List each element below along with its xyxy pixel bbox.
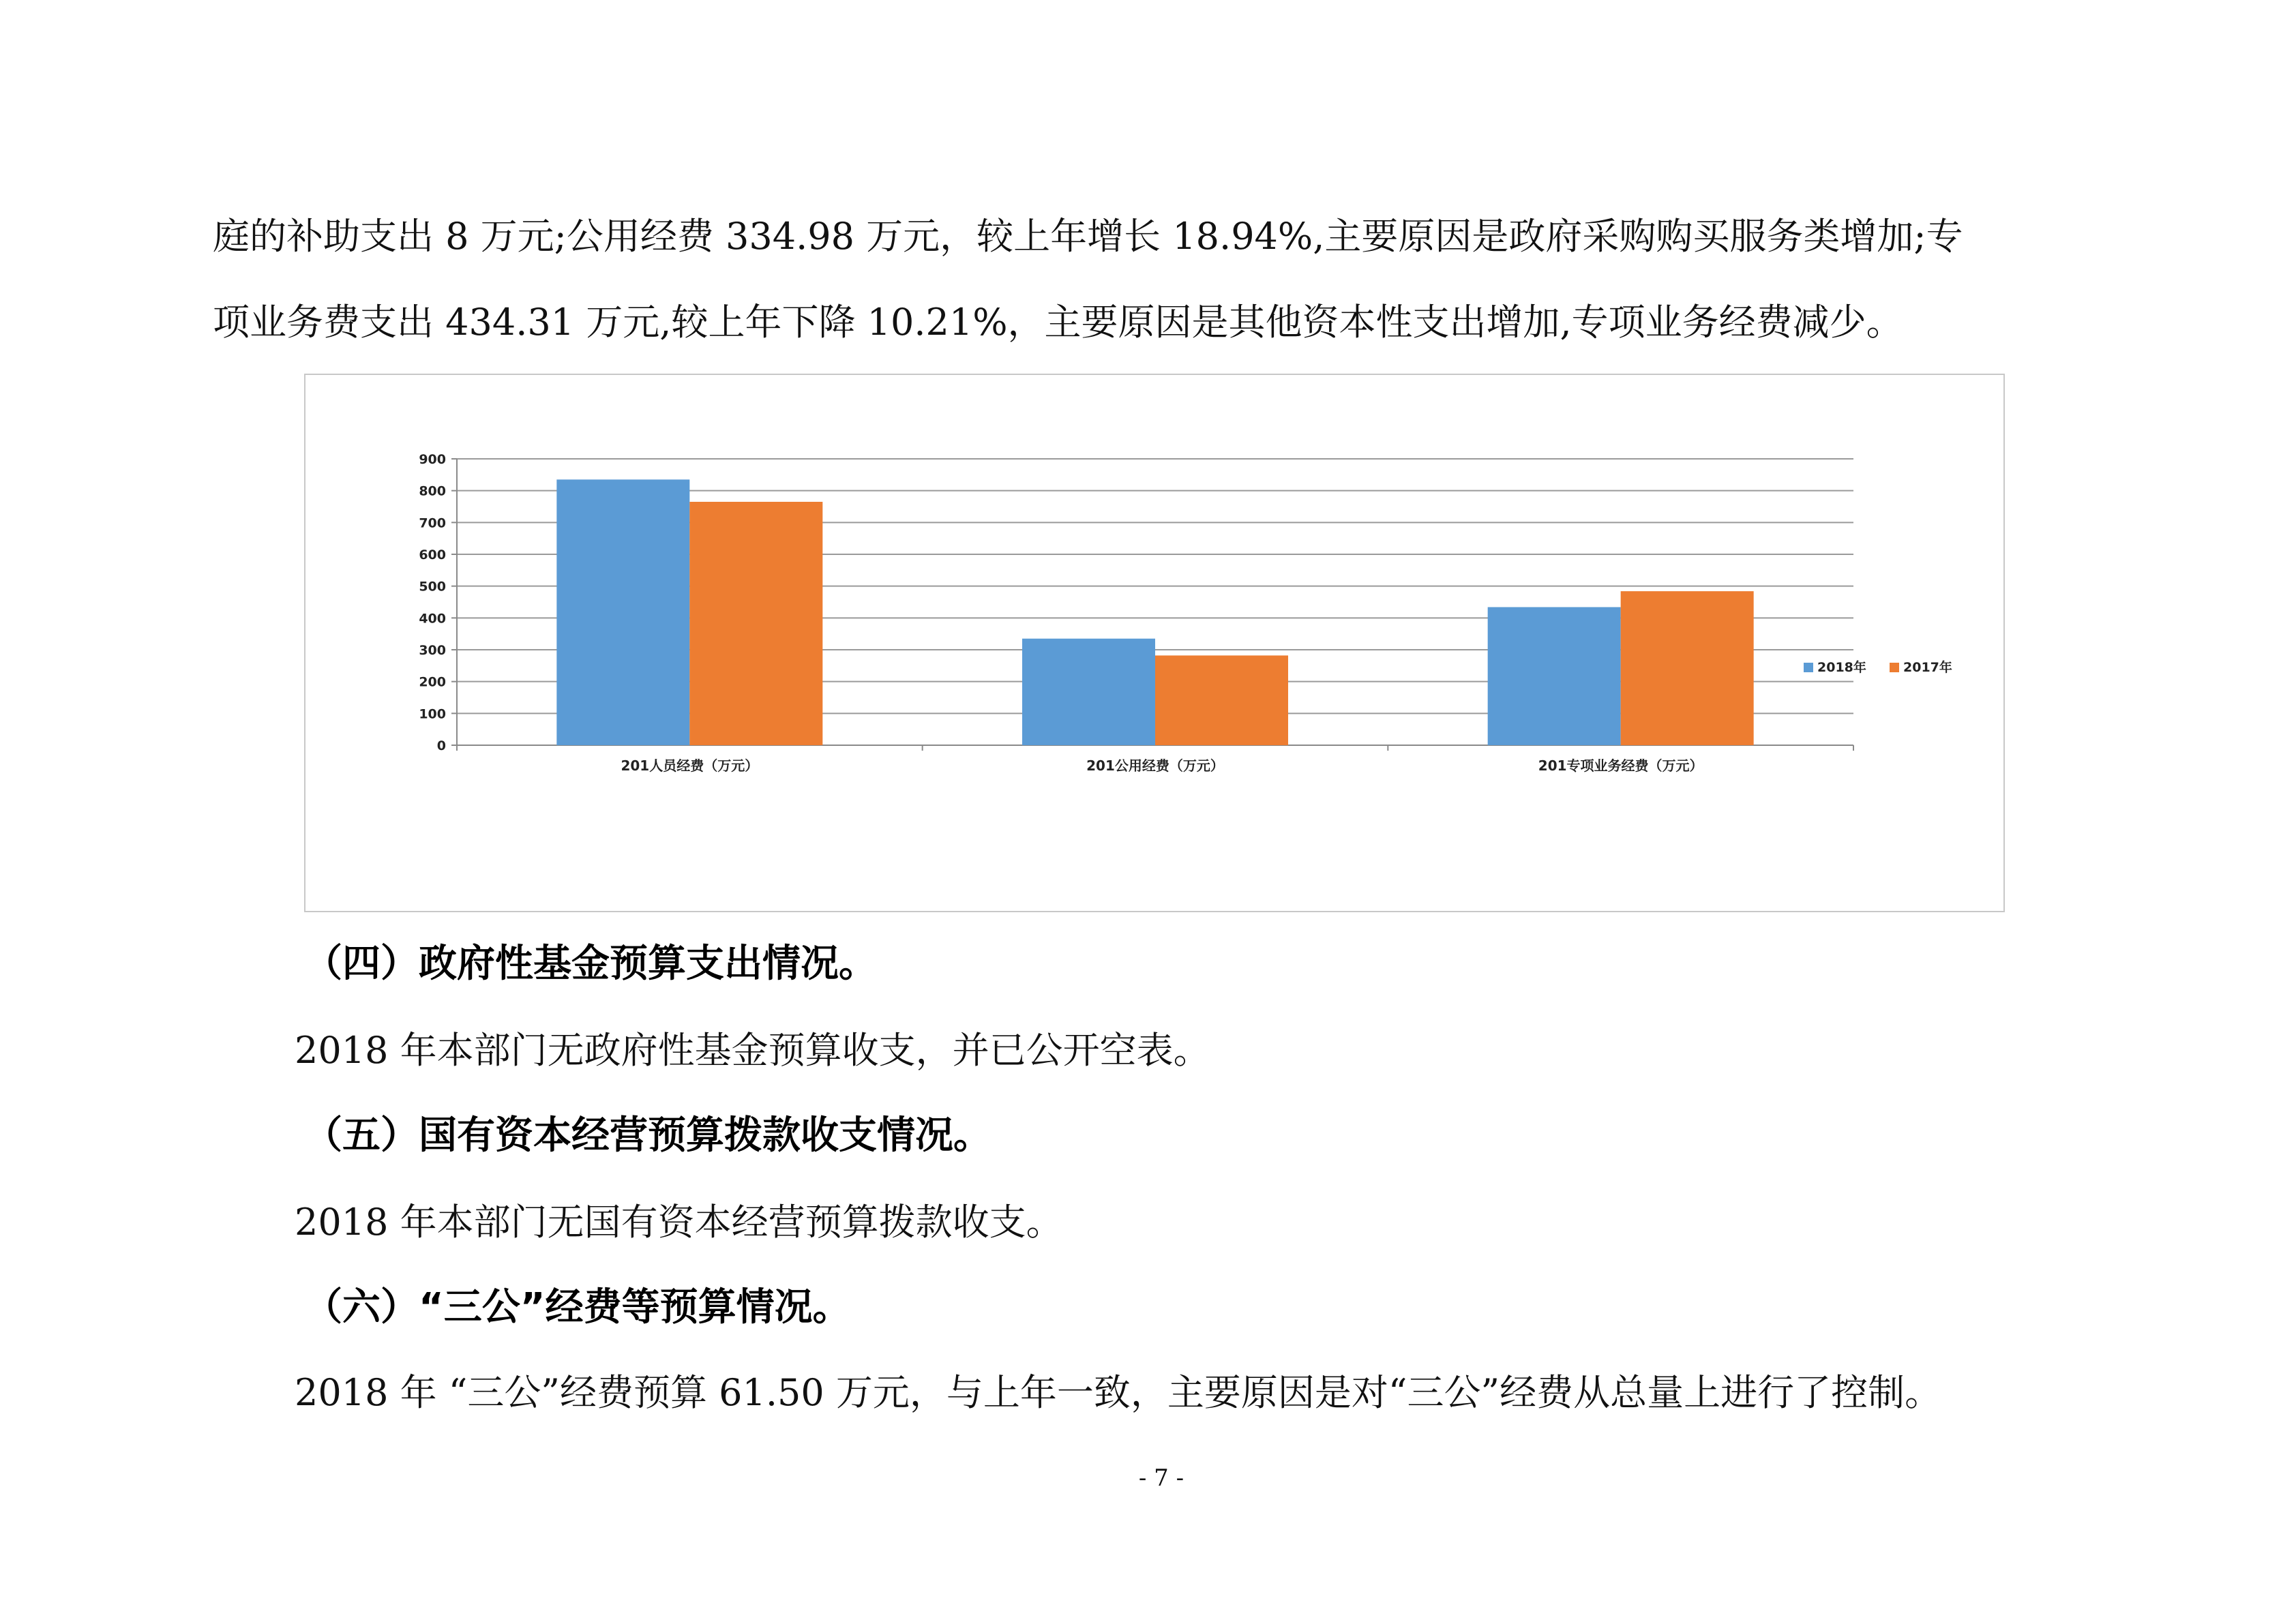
- bar-chart-svg: [305, 375, 2003, 911]
- bar-series-2: [689, 502, 822, 745]
- y-tick-label: 100: [419, 706, 446, 722]
- bar-chart: [304, 374, 2005, 912]
- legend-label: 2018年: [1817, 660, 1866, 675]
- y-tick-label: 200: [419, 674, 446, 690]
- legend-swatch: [1890, 663, 1899, 672]
- section-text-4: 2018 年本部门无政府性基金预算收支，并已公开空表。: [295, 1029, 1210, 1072]
- bar-series-1: [1488, 607, 1621, 745]
- y-tick-label: 800: [419, 483, 446, 499]
- x-category-label: 201人员经费（万元）: [621, 757, 759, 774]
- page-number: - 7 -: [1138, 1465, 1184, 1492]
- paragraph-line-2: 项业务费支出 434.31 万元,较上年下降 10.21%，主要原因是其他资本性支出增加,专项业务经费减少。: [213, 301, 1903, 344]
- y-tick-label: 600: [419, 547, 446, 562]
- x-category-label: 201专项业务经费（万元）: [1538, 757, 1703, 774]
- paragraph-line-1: 庭的补助支出 8 万元;公用经费 334.98 万元，较上年增长 18.94%,主要原因是政府采购购买服务类增加;专: [213, 215, 1963, 258]
- y-tick-label: 400: [419, 611, 446, 627]
- legend-label: 2017年: [1903, 660, 1952, 675]
- section-text-5: 2018 年本部门无国有资本经营预算拨款收支。: [295, 1201, 1063, 1244]
- x-category-label: 201公用经费（万元）: [1086, 757, 1224, 774]
- section-heading-5: （五）国有资本经营预算拨款收支情况。: [304, 1113, 992, 1158]
- bar-series-2: [1155, 655, 1288, 745]
- y-tick-label: 0: [436, 738, 446, 753]
- bar-series-1: [556, 479, 689, 745]
- y-tick-label: 700: [419, 515, 446, 531]
- y-tick-label: 500: [419, 579, 446, 595]
- y-tick-label: 300: [419, 643, 446, 658]
- section-heading-4: （四）政府性基金预算支出情况。: [304, 942, 877, 986]
- legend-swatch: [1804, 663, 1813, 672]
- bar-series-1: [1022, 639, 1155, 745]
- y-tick-label: 900: [419, 452, 446, 467]
- section-heading-6: （六）“三公”经费等预算情况。: [304, 1285, 851, 1330]
- section-text-6: 2018 年 “三公”经费预算 61.50 万元，与上年一致，主要原因是对“三公”经费从总量上进行了控制。: [295, 1371, 1942, 1414]
- bar-series-2: [1621, 591, 1754, 745]
